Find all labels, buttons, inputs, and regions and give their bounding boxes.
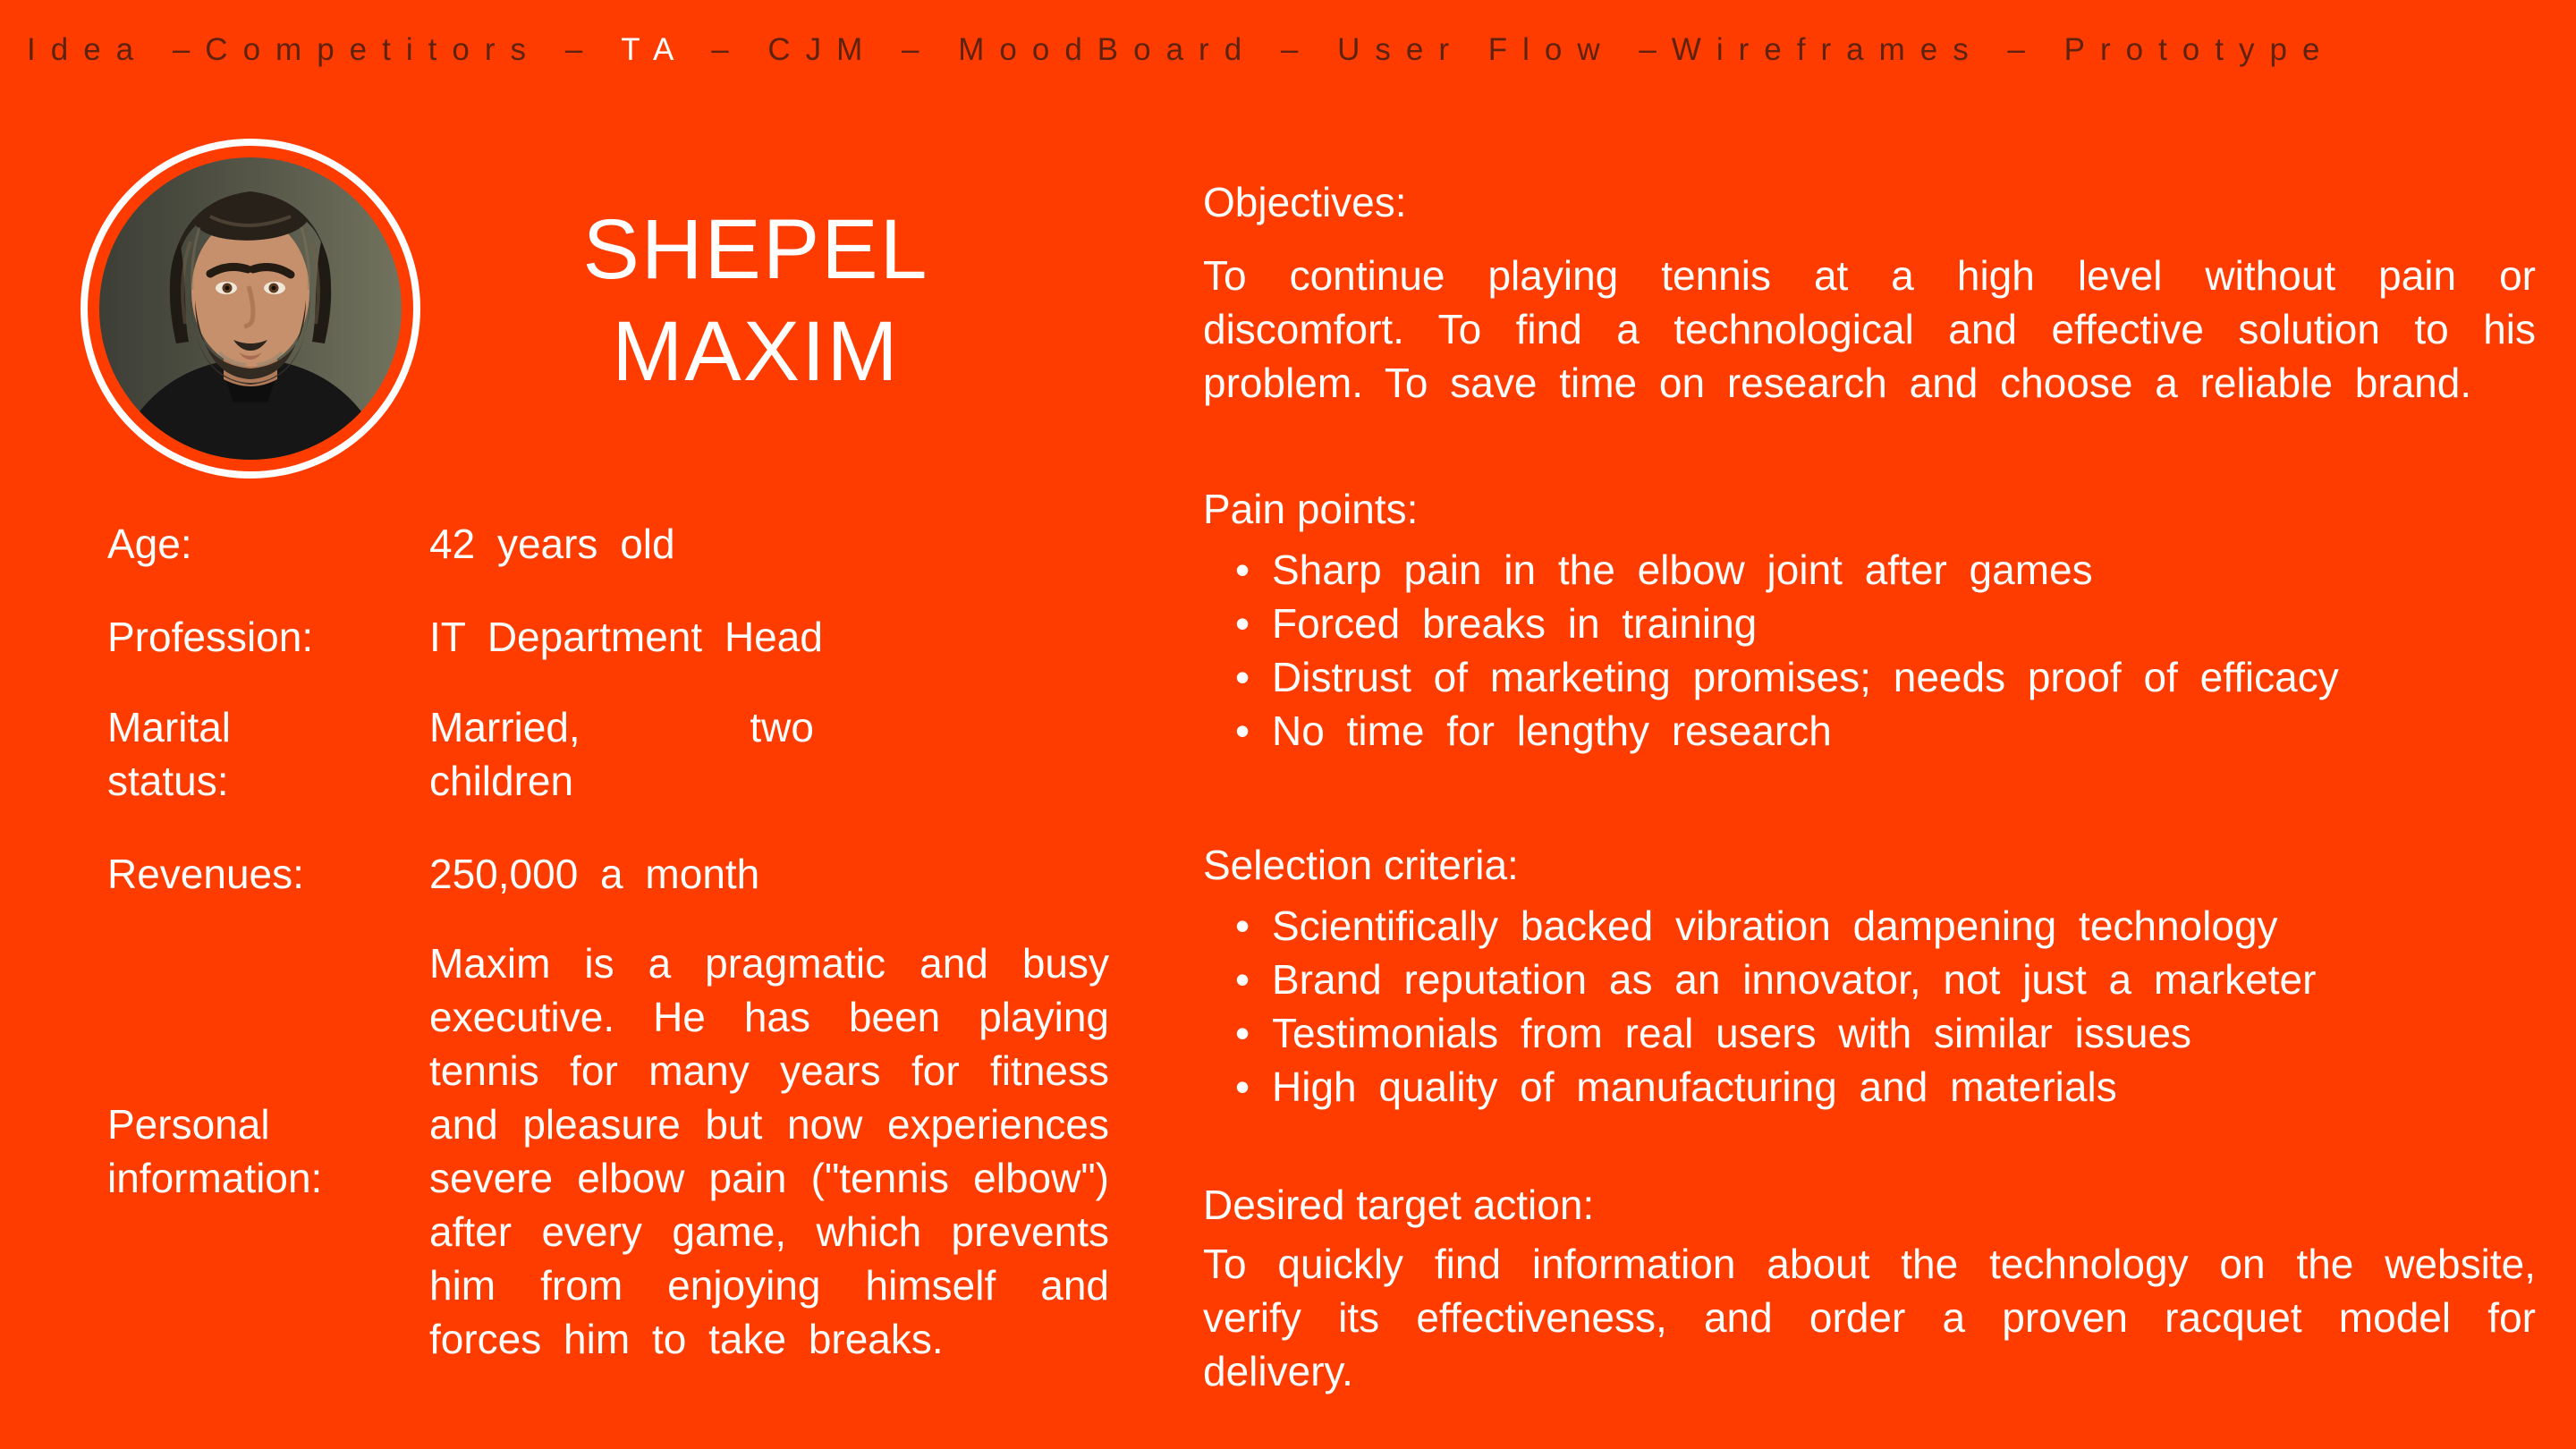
selection-criteria-list bbox=[1203, 899, 2536, 1114]
section-title-pain-points: Pain points: bbox=[1203, 486, 1419, 532]
field-label-personal-information: Personal information: bbox=[107, 1101, 323, 1201]
desired-target-action-text: To quickly find information about the technology on the website, verify its effectiveness, and order a proven racquet model for delivery. bbox=[1203, 1241, 2536, 1394]
selection-criteria-item: • Scientifically backed vibration dampening technology bbox=[1272, 899, 2536, 953]
persona-details bbox=[1203, 175, 2536, 1398]
field-label-marital-status: Marital status: bbox=[107, 704, 232, 804]
profile-fields bbox=[107, 517, 1145, 1366]
nav-segment-left[interactable]: Idea –Competitors – bbox=[27, 32, 622, 67]
persona-avatar bbox=[76, 134, 425, 483]
objectives-text: To continue playing tennis at a high level without pain or discomfort. To find a technological and effective solution to his problem. To save time on research and choose a reliable brand. bbox=[1203, 252, 2536, 406]
field-value-profession: IT Department Head bbox=[429, 614, 823, 660]
field-value-personal-information: Maxim is a pragmatic and busy executive. He has been playing tennis for many years for fitness and pleasure but now experiences severe elbow pain ("tennis elbow") after every game, which prevents him from enjoying himself and forces him to take breaks. bbox=[429, 940, 1109, 1362]
persona-name bbox=[465, 199, 1046, 402]
field-row-marital-status bbox=[107, 700, 1145, 808]
field-value-marital-status: Married, two children bbox=[429, 704, 814, 804]
field-row-profession bbox=[107, 610, 1145, 664]
selection-criteria-item: • Testimonials from real users with similar issues bbox=[1272, 1006, 2536, 1060]
pain-point-item: • Forced breaks in training bbox=[1272, 597, 2536, 650]
pain-points-list bbox=[1203, 543, 2536, 758]
selection-criteria-item: • Brand reputation as an innovator, not just a marketer bbox=[1272, 953, 2536, 1006]
field-label-profession: Profession: bbox=[107, 614, 314, 660]
persona-first-name: SHEPEL bbox=[582, 202, 929, 297]
section-title-desired-target-action: Desired target action: bbox=[1203, 1182, 1595, 1228]
field-label-revenues: Revenues: bbox=[107, 851, 304, 897]
selection-criteria-item: • High quality of manufacturing and materials bbox=[1272, 1060, 2536, 1114]
field-row-revenues bbox=[107, 847, 1145, 901]
nav-item-active-ta[interactable]: TA bbox=[621, 32, 688, 67]
field-row-personal-information bbox=[107, 936, 1145, 1366]
nav-segment-right[interactable]: – CJM – MoodBoard – User Flow –Wireframes – Prototype bbox=[687, 32, 2335, 67]
section-title-objectives: Objectives: bbox=[1203, 179, 1407, 225]
breadcrumb-nav bbox=[27, 30, 2334, 70]
persona-last-name: MAXIM bbox=[612, 304, 900, 399]
field-value-revenues: 250,000 a month bbox=[429, 851, 760, 897]
pain-point-item: • No time for lengthy research bbox=[1272, 704, 2536, 758]
male-portrait-photo-icon bbox=[76, 134, 425, 483]
section-title-selection-criteria: Selection criteria: bbox=[1203, 842, 1519, 888]
pain-point-item: • Sharp pain in the elbow joint after games bbox=[1272, 543, 2536, 597]
field-row-age bbox=[107, 517, 1145, 571]
field-label-age: Age: bbox=[107, 521, 192, 567]
field-value-age: 42 years old bbox=[429, 521, 675, 567]
pain-point-item: • Distrust of marketing promises; needs proof of efficacy bbox=[1272, 650, 2536, 704]
